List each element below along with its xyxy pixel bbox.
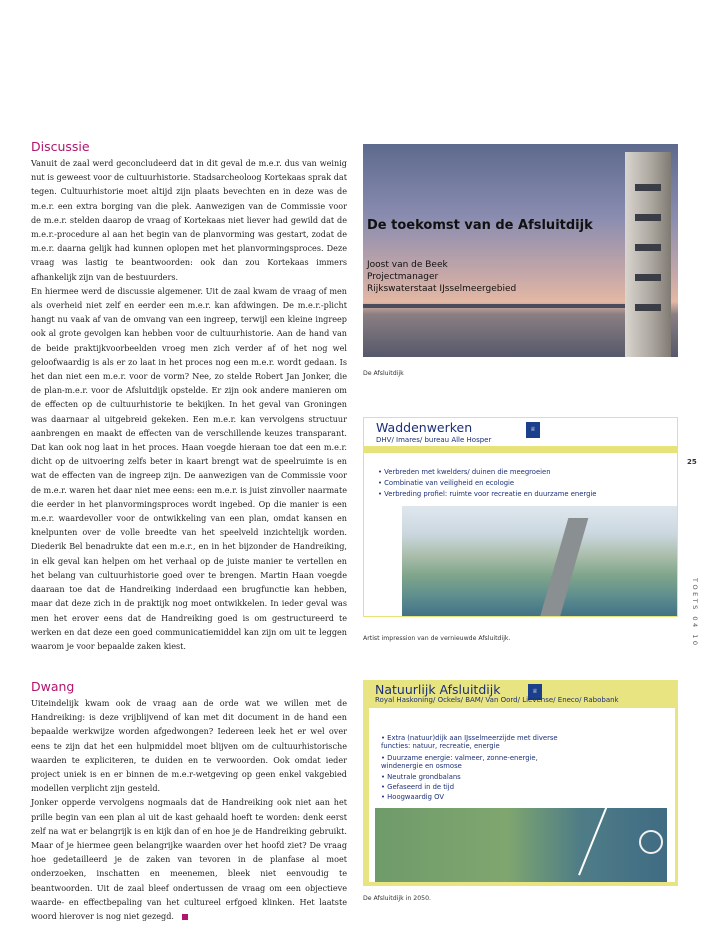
tower-window <box>635 184 661 191</box>
artist-impression-image <box>402 506 678 617</box>
section-heading: Dwang <box>31 679 75 694</box>
dike-horizon <box>363 304 625 308</box>
rijksoverheid-logo-icon: ♕ <box>526 422 540 438</box>
map-marker-circle <box>639 830 663 854</box>
slide-presenter-org: Rijkswaterstaat IJsselmeergebied <box>367 284 517 294</box>
figure-waddenwerken-slide <box>363 417 678 617</box>
tower-window <box>635 244 661 251</box>
rijksoverheid-logo-icon: ♕ <box>528 684 542 700</box>
slide-bullet: • Duurzame energie: valmeer, zonne-energie, windenergie en osmose <box>381 754 571 770</box>
tower-window <box>635 304 661 311</box>
monument-tower <box>625 152 671 357</box>
figure-caption: Artist impression van de vernieuwde Afsluitdijk. <box>363 635 511 642</box>
figure-afsluitdijk-photo <box>363 144 678 357</box>
tower-window <box>635 214 661 221</box>
slide-bullet: • Neutrale grondbalans <box>381 773 461 781</box>
slide-bullet: • Extra (natuur)dijk aan IJsselmeerzijde met diverse functies: natuur, recreatie, energie <box>381 734 571 750</box>
section-discussie <box>31 139 347 653</box>
slide-bullet: • Combinatie van veiligheid en ecologie <box>378 479 514 487</box>
slide-presenter-role: Projectmanager <box>367 272 439 282</box>
slide-subtitle: Royal Haskoning/ Ockels/ BAM/ Van Oord/ Lievense/ Eneco/ Rabobank <box>375 696 619 704</box>
slide-presenter-name: Joost van de Beek <box>367 260 448 270</box>
section-heading: Discussie <box>31 139 90 154</box>
slide-bullet: • Gefaseerd in de tijd <box>381 783 454 791</box>
slide-title: Natuurlijk Afsluitdijk <box>375 682 501 697</box>
body-paragraph: Vanuit de zaal werd geconcludeerd dat in dit geval de m.e.r. dus van weinig nut is geweest voor de cultuurhistorie. Stadsarcheoloog Kortekaas sprak dat tegen. Cultuurhistorie moet altijd zijn plaats bevechten en in deze was de m.e.r. een extra borging van die plek. Aanwezigen van de Commissie voor de m.e.r. stelden daarop de vraag of Kortekaas niet liever had gewild dat de m.e.r.-procedure al aan het begin van de planvorming was gestart, zodat de m.e.r. daarna gelijk had kunnen oplopen met het planvormingsproces. Deze vraag was lastig te beantwoorden: ook dan zou Kortekaas immers afhankelijk zijn van de bestuurders. <box>31 158 347 282</box>
body-paragraph: Uiteindelijk kwam ook de vraag aan de orde wat we willen met de Handreiking: is deze vrijblijvend of kan met dit document in de hand een bepaalde werkwijze worden afgedwongen? Iedereen leek het er wel over eens te zijn dat het een hulpmiddel moet blijven om de cultuurhistorische waarden te expliciteren, te duiden en te verwoorden. Ook omdat ieder project uniek is en er binnen de m.e.r-wetgeving op geen enkel vakgebied modellen verplicht zijn gesteld. <box>31 698 347 794</box>
page-number: 25 <box>687 458 697 466</box>
slide-divider <box>364 446 677 453</box>
slide-bullet: • Verbreding profiel: ruimte voor recreatie en duurzame energie <box>378 490 596 498</box>
figure-caption: De Afsluitdijk <box>363 370 404 377</box>
body-paragraph: En hiermee werd de discussie algemener. Uit de zaal kwam de vraag of men als overheid niet zelf en eerder een m.e.r. kan afdwingen. De m.e.r.-plicht hangt nu vaak af van de omvang van een ingreep, terwijl een kleine ingreep ook al grote gevolgen kan hebben voor de cultuurhistorie. Aan de hand van de beide praktijkvoorbeelden vroeg men zich verder af of het nog wel geloofwaardig is als er zo laat in het proces nog een m.e.r. wordt gedaan. Is het dan niet een m.e.r. voor de vorm? Nee, zo stelde Robert Jan Jonker, die de plan-m.e.r. voor de Afsluitdijk opstelde. Er zijn ook andere manieren om de effecten op de cultuurhistorie te bekijken. In het geval van Groningen was daarnaar al uitgebreid gekeken. Een m.e.r. kan vervolgens structuur aanbrengen en maakt de effecten van de verschillende keuzes transparant. Dat kan ook nog laat in het proces. Haan voegde hieraan toe dat een m.e.r. dicht op de uitvoering zelfs beter in kaart brengt wat de speelruimte is en wat de effecten van de ingreep zijn. De aanwezigen van de Commissie voor de m.e.r. waren het daar niet mee eens: een m.e.r. is juist zinvoller naarmate die eerder in het planvormingsproces wordt ingebed. Op die manier is een m.e.r. waardevoller voor de ontwikkeling van een plan, omdat kansen en knelpunten over de volle breedte van het speelveld inzichtelijk worden. Diederik Bel benadrukte dat een m.e.r., en in het bijzonder de Handreiking, in elk geval kan helpen om het verhaal op de juiste manier te vertellen en het belang van cultuurhistorie goed over te brengen. Martin Haan voegde daaraan toe dat de Handreiking inderdaad een brugfunctie kan hebben, maar dat deze zich in de praktijk nog moet ontwikkelen. In ieder geval was men het erover eens dat de Handreiking goed is om gestructureerd te werken en dat deze een goed communicatiemiddel kan zijn om uit te leggen waarom je voor bepaalde zaken kiest. <box>31 285 347 651</box>
running-head: TOETS 04 10 <box>691 578 699 648</box>
paragraph-text: Jonker opperde vervolgens nogmaals dat de Handreiking ook niet aan het prille begin van een plan al uit de kast gehaald hoeft te worden: denk eerst zelf na wat er belangrijk is en kijk dan of en hoe je de Handreiking gebruikt. Maar of je hiermee geen belangrijke waarden over het hoofd ziet? De vraag hoe gedetailleerd je de zaken van tevoren in de planfase al moet onderzoeken, inschatten en meenemen, bleek niet eenvoudig te beantwoorden. Uit de zaal bleef ondertussen de vraag om een objectieve waarde- en effectbepaling van het cultureel erfgoed klinken. Het laatste woord hierover is nog niet gezegd. <box>31 797 347 922</box>
slide-bullet: • Verbreden met kwelders/ duinen die meegroeien <box>378 468 551 476</box>
tower-window <box>635 274 661 281</box>
figure-caption: De Afsluitdijk in 2050. <box>363 895 431 902</box>
end-of-article-mark <box>182 914 188 920</box>
figure-natuurlijk-afsluitdijk-slide <box>363 680 678 886</box>
slide-title: Waddenwerken <box>376 420 473 435</box>
slide-subtitle: DHV/ Imares/ bureau Alle Hosper <box>376 436 492 444</box>
slide-title: De toekomst van de Afsluitdijk <box>367 218 593 233</box>
section-dwang <box>31 679 347 923</box>
slide-bullet: • Hoogwaardig OV <box>381 793 444 801</box>
body-paragraph <box>31 795 347 923</box>
plan-map-image <box>375 808 667 882</box>
